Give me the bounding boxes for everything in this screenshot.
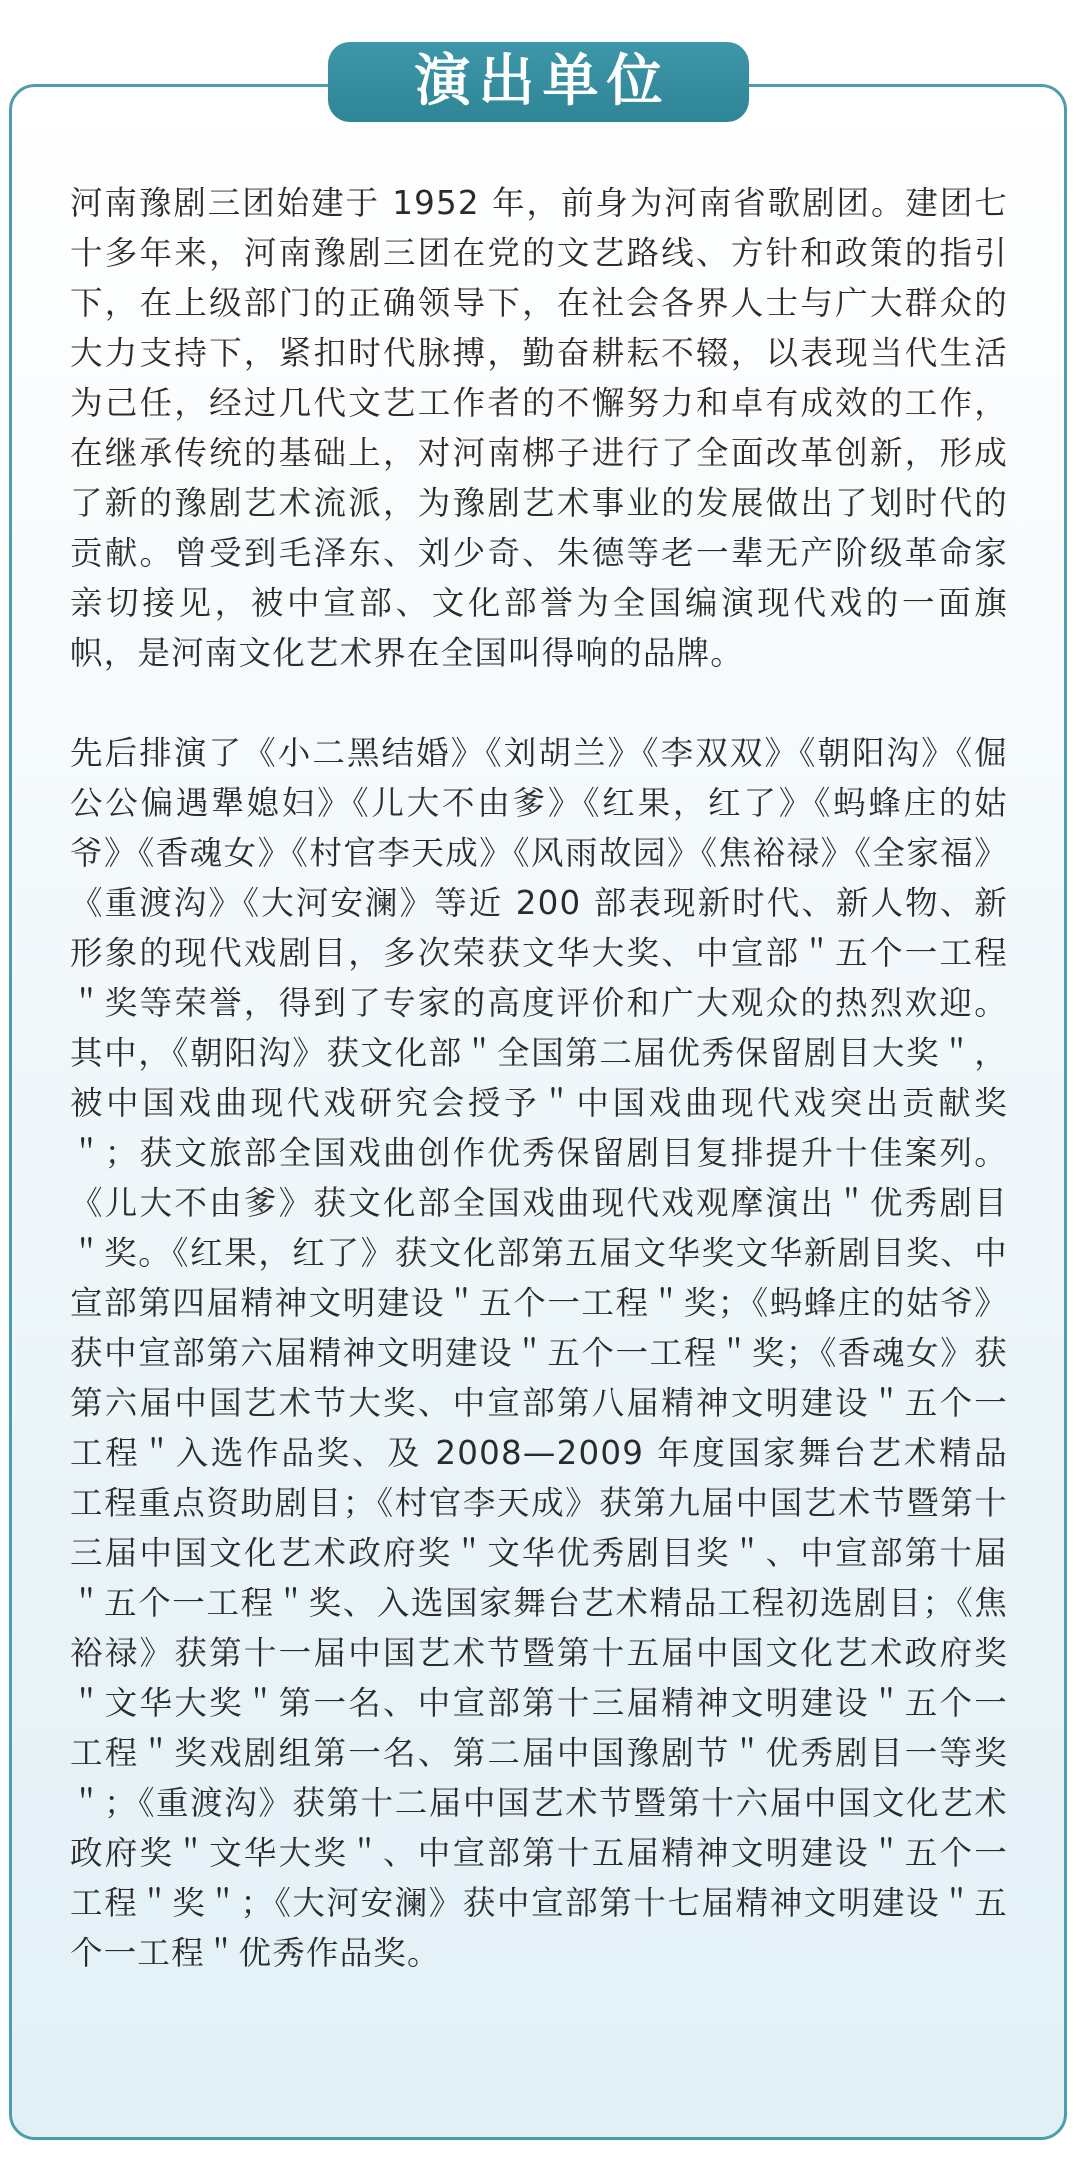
page-title: 演出单位 (414, 49, 671, 114)
title-banner (328, 42, 749, 122)
paragraph-history: 河南豫剧三团始建于 1952 年，前身为河南省歌剧团。建团七十多年来，河南豫剧三团在党的文艺路线、方针和政策的指引下，在上级部门的正确领导下，在社会各界人士与广大群众的大力支持下，紧扣时代脉搏，勤奋耕耘不辍，以表现当代生活为己任，经过几代文艺工作者的不懈努力和卓有成效的工作，在继承传统的基础上，对河南梆子进行了全面改革创新，形成了新的豫剧艺术流派，为豫剧艺术事业的发展做出了划时代的贡献。曾受到毛泽东、刘少奇、朱德等老一辈无产阶级革命家亲切接见，被中宣部、文化部誉为全国编演现代戏的一面旗帜，是河南文化艺术界在全国叫得响的品牌。 (70, 184, 1008, 672)
article-body (70, 178, 1008, 1978)
paragraph-repertoire-awards: 先后排演了《小二黑结婚》《刘胡兰》《李双双》《朝阳沟》《倔公公偏遇犟媳妇》《儿大不由爹》《红果，红了》《蚂蜂庄的姑爷》《香魂女》《村官李天成》《风雨故园》《焦裕禄》《全家福》《重渡沟》《大河安澜》等近 200 部表现新时代、新人物、新形象的现代戏剧目，多次荣获文华大奖、中宣部＂五个一工程＂奖等荣誉，得到了专家的高度评价和广大观众的热烈欢迎。其中，《朝阳沟》获文化部＂全国第二届优秀保留剧目大奖＂，被中国戏曲现代戏研究会授予＂中国戏曲现代戏突出贡献奖＂；获文旅部全国戏曲创作优秀保留剧目复排提升十佳案列。《儿大不由爹》获文化部全国戏曲现代戏观摩演出＂优秀剧目＂奖。《红果，红了》获文化部第五届文华奖文华新剧目奖、中宣部第四届精神文明建设＂五个一工程＂奖；《蚂蜂庄的姑爷》获中宣部第六届精神文明建设＂五个一工程＂奖；《香魂女》获第六届中国艺术节大奖、中宣部第八届精神文明建设＂五个一工程＂入选作品奖、及 2008—2009 年度国家舞台艺术精品工程重点资助剧目；《村官李天成》获第九届中国艺术节暨第十三届中国文化艺术政府奖＂文华优秀剧目奖＂、中宣部第十届＂五个一工程＂奖、入选国家舞台艺术精品工程初选剧目；《焦裕禄》获第十一届中国艺术节暨第十五届中国文化艺术政府奖＂文华大奖＂第一名、中宣部第十三届精神文明建设＂五个一工程＂奖戏剧组第一名、第二届中国豫剧节＂优秀剧目一等奖＂；《重渡沟》获第十二届中国艺术节暨第十六届中国文化艺术政府奖＂文华大奖＂、中宣部第十五届精神文明建设＂五个一工程＂奖＂；《大河安澜》获中宣部第十七届精神文明建设＂五个一工程＂优秀作品奖。 (70, 734, 1008, 1972)
